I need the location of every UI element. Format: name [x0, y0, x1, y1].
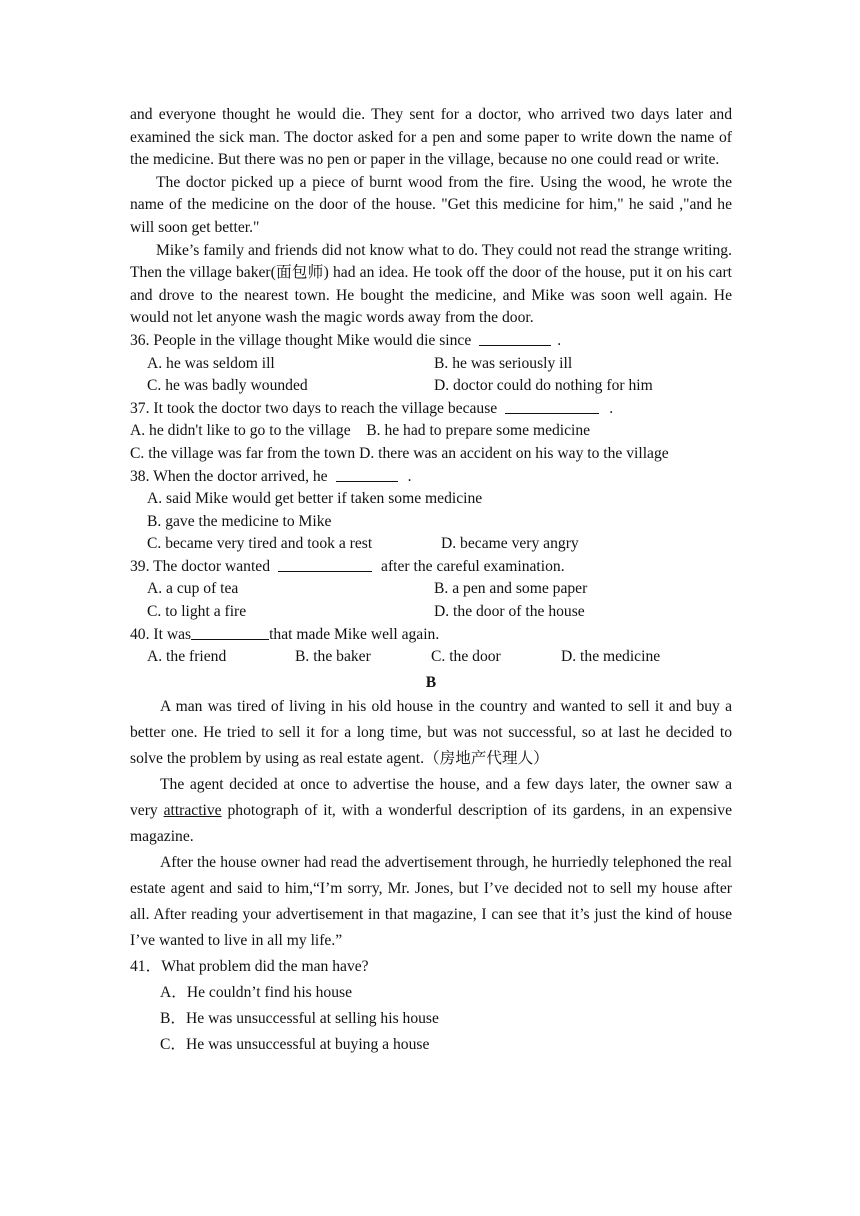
- answer-blank: [505, 398, 599, 414]
- question-36: [130, 330, 732, 353]
- option-c: C. the door: [431, 648, 501, 666]
- answer-blank: [479, 330, 551, 346]
- option-d: D. became very angry: [441, 535, 579, 553]
- option-a: A. he was seldom ill: [147, 354, 275, 372]
- question-38-stem: 38. When the doctor arrived, he: [130, 467, 328, 485]
- question-39-options-row-1: [130, 578, 732, 601]
- passage-a-paragraph-3: Mike’s family and friends did not know what to do. They could not read the strange writing. Then the village baker(面包师) had an idea. He took off the door of the house, put it on his cart and drove to the nearest town. He bought the medicine, and Mike was soon well again. He would not let anyone wash the magic words away from the door.: [130, 241, 732, 327]
- option-d: D. doctor could do nothing for him: [434, 377, 653, 395]
- question-41: 41．What problem did the man have?: [130, 958, 369, 976]
- question-41-option-a: A．He couldn’t find his house: [160, 984, 353, 1002]
- answer-blank: [278, 556, 372, 572]
- question-37: [130, 398, 732, 421]
- option-c: C. to light a fire: [147, 603, 247, 621]
- question-38-end: .: [407, 467, 412, 485]
- question-40: [130, 624, 732, 647]
- question-36-stem: 36. People in the village thought Mike would die since: [130, 331, 472, 349]
- option-d: D. the door of the house: [434, 603, 585, 621]
- option-b: B. a pen and some paper: [434, 580, 588, 598]
- answer-blank: [336, 466, 398, 482]
- question-38-option-b: B. gave the medicine to Mike: [147, 512, 332, 530]
- question-40-end: that made Mike well again.: [269, 625, 440, 643]
- passage-b-paragraph-2: [130, 772, 732, 850]
- option-b: B. the baker: [295, 648, 371, 666]
- passage-a-paragraph-1: and everyone thought he would die. They sent for a doctor, who arrived two days later and examined the sick man. The doctor asked for a pen and some paper to write down the name of the medicine. But there was no pen or paper in the village, because no one could read or write.: [130, 106, 732, 169]
- option-d: D. the medicine: [561, 648, 661, 666]
- underlined-word: attractive: [163, 802, 222, 820]
- section-b-heading: B: [425, 673, 437, 691]
- question-41-option-c: C．He was unsuccessful at buying a house: [160, 1036, 430, 1054]
- option-c: C. he was badly wounded: [147, 377, 308, 395]
- question-37-options-cd: C. the village was far from the town D. there was an accident on his way to the village: [130, 444, 669, 462]
- paragraph-text: The agent decided at once to advertise the house, and a few days later, the owner saw a very: [130, 776, 732, 820]
- question-37-stem: 37. It took the doctor two days to reach the village because: [130, 399, 498, 417]
- question-36-end: .: [557, 331, 562, 349]
- question-39-stem: 39. The doctor wanted: [130, 557, 271, 575]
- option-a: A. the friend: [147, 648, 227, 666]
- option-a: A. a cup of tea: [147, 580, 239, 598]
- option-c: C. became very tired and took a rest: [147, 535, 373, 553]
- passage-b-paragraph-3: After the house owner had read the advertisement through, he hurriedly telephoned the real estate agent and said to him,“I’m sorry, Mr. Jones, but I’ve decided not to sell my house after all. After reading your advertisement in that magazine, I can see that it’s just the kind of house I’ve wanted to live in all my life.”: [130, 854, 732, 950]
- question-40-options: [130, 646, 732, 669]
- question-37-end: .: [609, 399, 614, 417]
- question-38-option-a: A. said Mike would get better if taken some medicine: [147, 490, 483, 508]
- answer-blank: [191, 624, 269, 640]
- question-38-options-cd: [130, 533, 732, 556]
- question-37-options-ab: A. he didn't like to go to the village B. he had to prepare some medicine: [130, 422, 591, 440]
- question-41-option-b: B．He was unsuccessful at selling his house: [160, 1010, 439, 1028]
- passage-b-paragraph-1: A man was tired of living in his old house in the country and wanted to sell it and buy a better one. He tried to sell it for a long time, but was not successful, so at last he decided to solve the problem by using as real estate agent.（房地产代理人）: [130, 698, 732, 768]
- document-page: [130, 104, 732, 1058]
- question-39: [130, 556, 732, 579]
- question-36-options-row-1: [130, 353, 732, 376]
- question-39-end: after the careful examination.: [381, 557, 565, 575]
- question-39-options-row-2: [130, 601, 732, 624]
- question-40-stem: 40. It was: [130, 625, 192, 643]
- question-38: [130, 466, 732, 489]
- paragraph-text: photograph of it, with a wonderful description of its gardens, in an expensive magazine.: [130, 802, 732, 846]
- question-36-options-row-2: [130, 375, 732, 398]
- option-b: B. he was seriously ill: [434, 354, 573, 372]
- passage-a-paragraph-2: The doctor picked up a piece of burnt wood from the fire. Using the wood, he wrote the name of the medicine on the door of the house. "Get this medicine for him," he said ,"and he will soon get better.": [130, 173, 732, 236]
- section-b: [130, 694, 732, 1058]
